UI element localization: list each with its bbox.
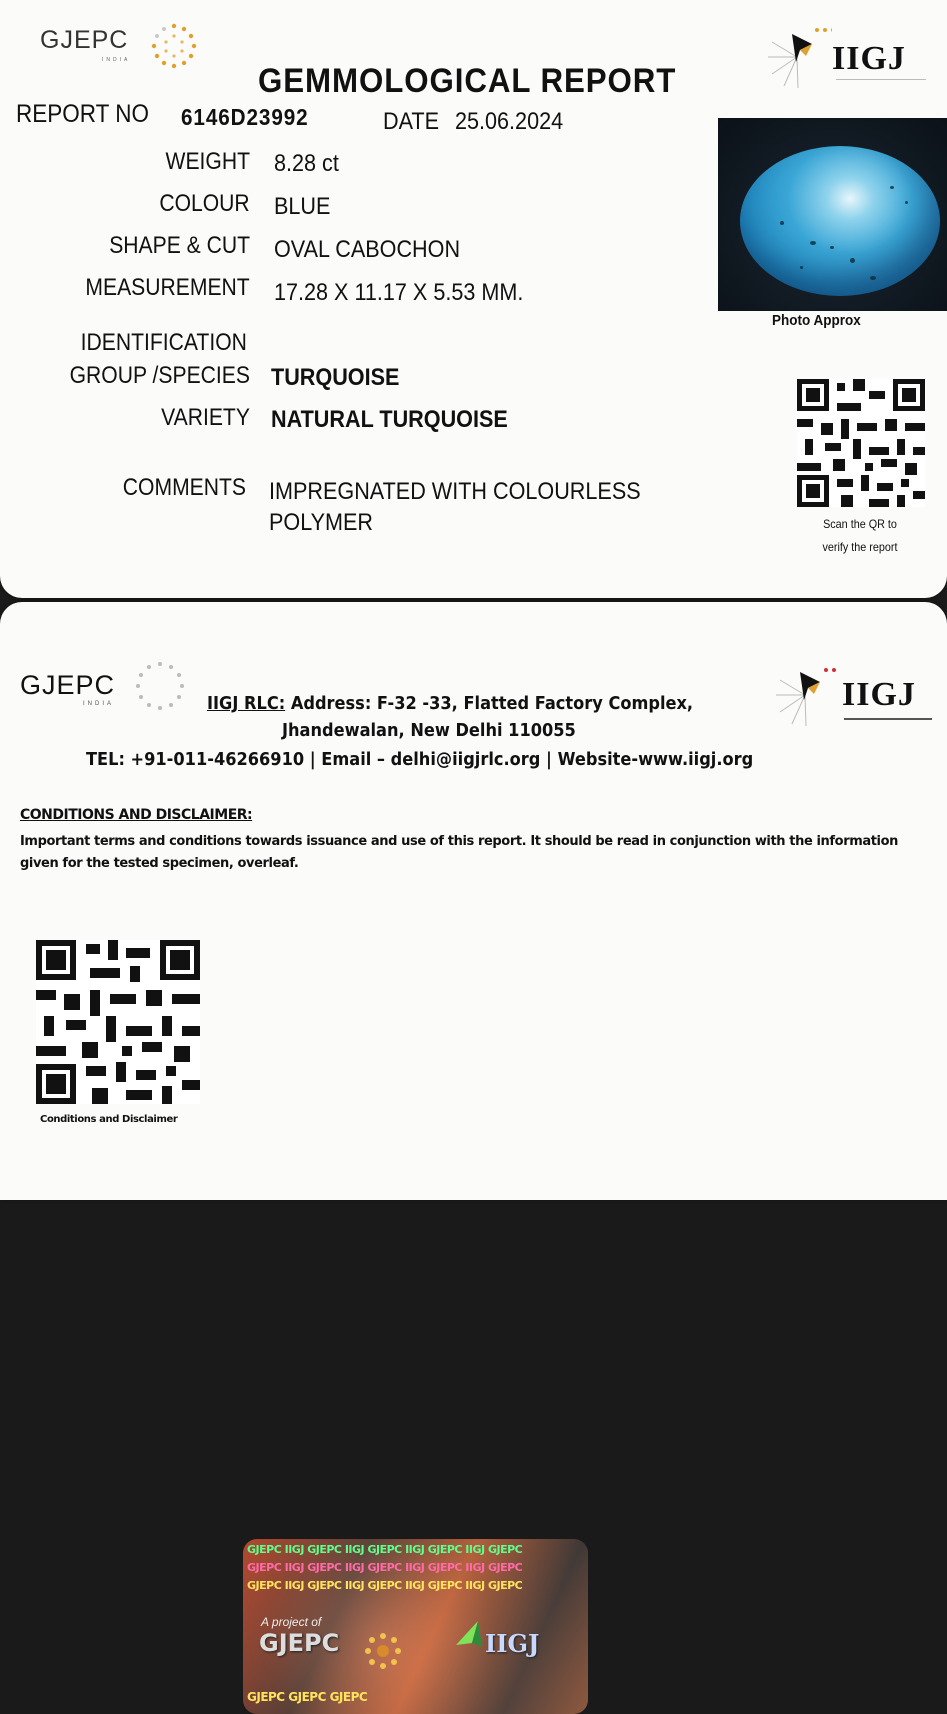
- qr-caption-line-2: verify the report: [822, 540, 898, 554]
- gjepc-logo-text: GJEPC: [40, 26, 129, 54]
- hologram-sunburst-icon: [363, 1631, 403, 1671]
- gjepc-logo: [40, 26, 130, 63]
- back-qr-caption: Conditions and Disclaimer: [40, 1114, 178, 1125]
- gjepc-sunburst-icon: [148, 20, 200, 72]
- gemstone-photo: [718, 118, 947, 311]
- gjepc-logo-subtext: INDIA: [102, 57, 131, 63]
- hologram-pattern-row-1: GJEPC IIGJ GJEPC IIGJ GJEPC IIGJ GJEPC IIGJ GJEPC: [247, 1543, 523, 1556]
- iigj-emblem-icon: [762, 22, 832, 92]
- address-line-2: Jhandewalan, New Delhi 110055: [282, 720, 576, 741]
- measurement-label: MEASUREMENT: [85, 274, 250, 301]
- comments-line-1: IMPREGNATED WITH COLOURLESS: [269, 478, 641, 505]
- address-line-1-text: Address: F-32 -33, Flatted Factory Complex,: [285, 693, 694, 714]
- date-label: DATE: [383, 108, 440, 135]
- hologram-iigj-text: IIGJ: [485, 1629, 540, 1658]
- hologram-emblem-icon: [448, 1615, 488, 1655]
- variety-label: VARIETY: [161, 404, 250, 431]
- report-no-label: REPORT NO: [16, 100, 149, 128]
- hologram-pattern-row-2: GJEPC IIGJ GJEPC IIGJ GJEPC IIGJ GJEPC IIGJ GJEPC: [247, 1561, 523, 1574]
- iigj-logo: [762, 22, 932, 92]
- report-front-card: [0, 0, 947, 598]
- report-no-value: 6146D23992: [181, 104, 309, 130]
- shape-cut-value: OVAL CABOCHON: [274, 236, 461, 263]
- hologram-pattern-row-3: GJEPC IIGJ GJEPC IIGJ GJEPC IIGJ GJEPC IIGJ GJEPC: [247, 1579, 523, 1592]
- hologram-project-text: A project of: [261, 1615, 322, 1629]
- weight-value: 8.28 ct: [274, 150, 339, 177]
- date-value: 25.06.2024: [455, 108, 564, 135]
- comments-line-2: POLYMER: [269, 509, 374, 536]
- conditions-text: Important terms and conditions towards issuance and use of this report. It should be read in conjunction with the information given for the tested specimen, overleaf.: [20, 834, 898, 871]
- back-iigj-logo: [772, 662, 942, 734]
- back-gjepc-logo-text: GJEPC: [20, 670, 116, 700]
- report-back-card: [0, 602, 947, 1704]
- conditions-qr-code[interactable]: [36, 940, 200, 1104]
- address-line-1: [207, 693, 693, 714]
- verify-qr-code[interactable]: [797, 379, 925, 507]
- colour-value: BLUE: [274, 193, 331, 220]
- hologram-gjepc-text: GJEPC: [259, 1629, 340, 1657]
- turquoise-stone-image: [740, 146, 940, 296]
- back-iigj-underline: [844, 718, 932, 720]
- contact-line: TEL: +91-011-46266910 | Email – delhi@iigjrlc.org | Website-www.iigj.org: [86, 749, 754, 770]
- group-species-label: GROUP /SPECIES: [69, 362, 250, 389]
- qr-caption-line-1: Scan the QR to: [823, 517, 897, 531]
- back-gjepc-sunburst-icon: [132, 658, 188, 714]
- iigj-logo-underline: [836, 79, 926, 80]
- address-label: IIGJ RLC:: [207, 693, 286, 714]
- conditions-title: CONDITIONS AND DISCLAIMER:: [20, 807, 253, 823]
- variety-value: NATURAL TURQUOISE: [271, 406, 508, 433]
- measurement-value: 17.28 X 11.17 X 5.53 MM.: [274, 279, 524, 306]
- group-species-value: TURQUOISE: [271, 364, 400, 391]
- back-iigj-logo-text: IIGJ: [842, 676, 916, 713]
- shape-cut-label: SHAPE & CUT: [109, 232, 250, 259]
- back-iigj-emblem-icon: [772, 662, 838, 728]
- iigj-logo-text: IIGJ: [832, 40, 906, 77]
- identification-label: IDENTIFICATION: [80, 329, 247, 356]
- colour-label: COLOUR: [159, 190, 250, 217]
- back-gjepc-logo-subtext: INDIA: [83, 701, 115, 707]
- security-hologram: [243, 1539, 588, 1714]
- weight-label: WEIGHT: [165, 148, 250, 175]
- photo-caption: Photo Approx: [772, 312, 861, 329]
- hologram-bottom-row: GJEPC GJEPC GJEPC: [247, 1690, 368, 1704]
- comments-label: COMMENTS: [122, 474, 246, 501]
- page-title: GEMMOLOGICAL REPORT: [258, 62, 677, 100]
- back-gjepc-logo: [20, 670, 115, 707]
